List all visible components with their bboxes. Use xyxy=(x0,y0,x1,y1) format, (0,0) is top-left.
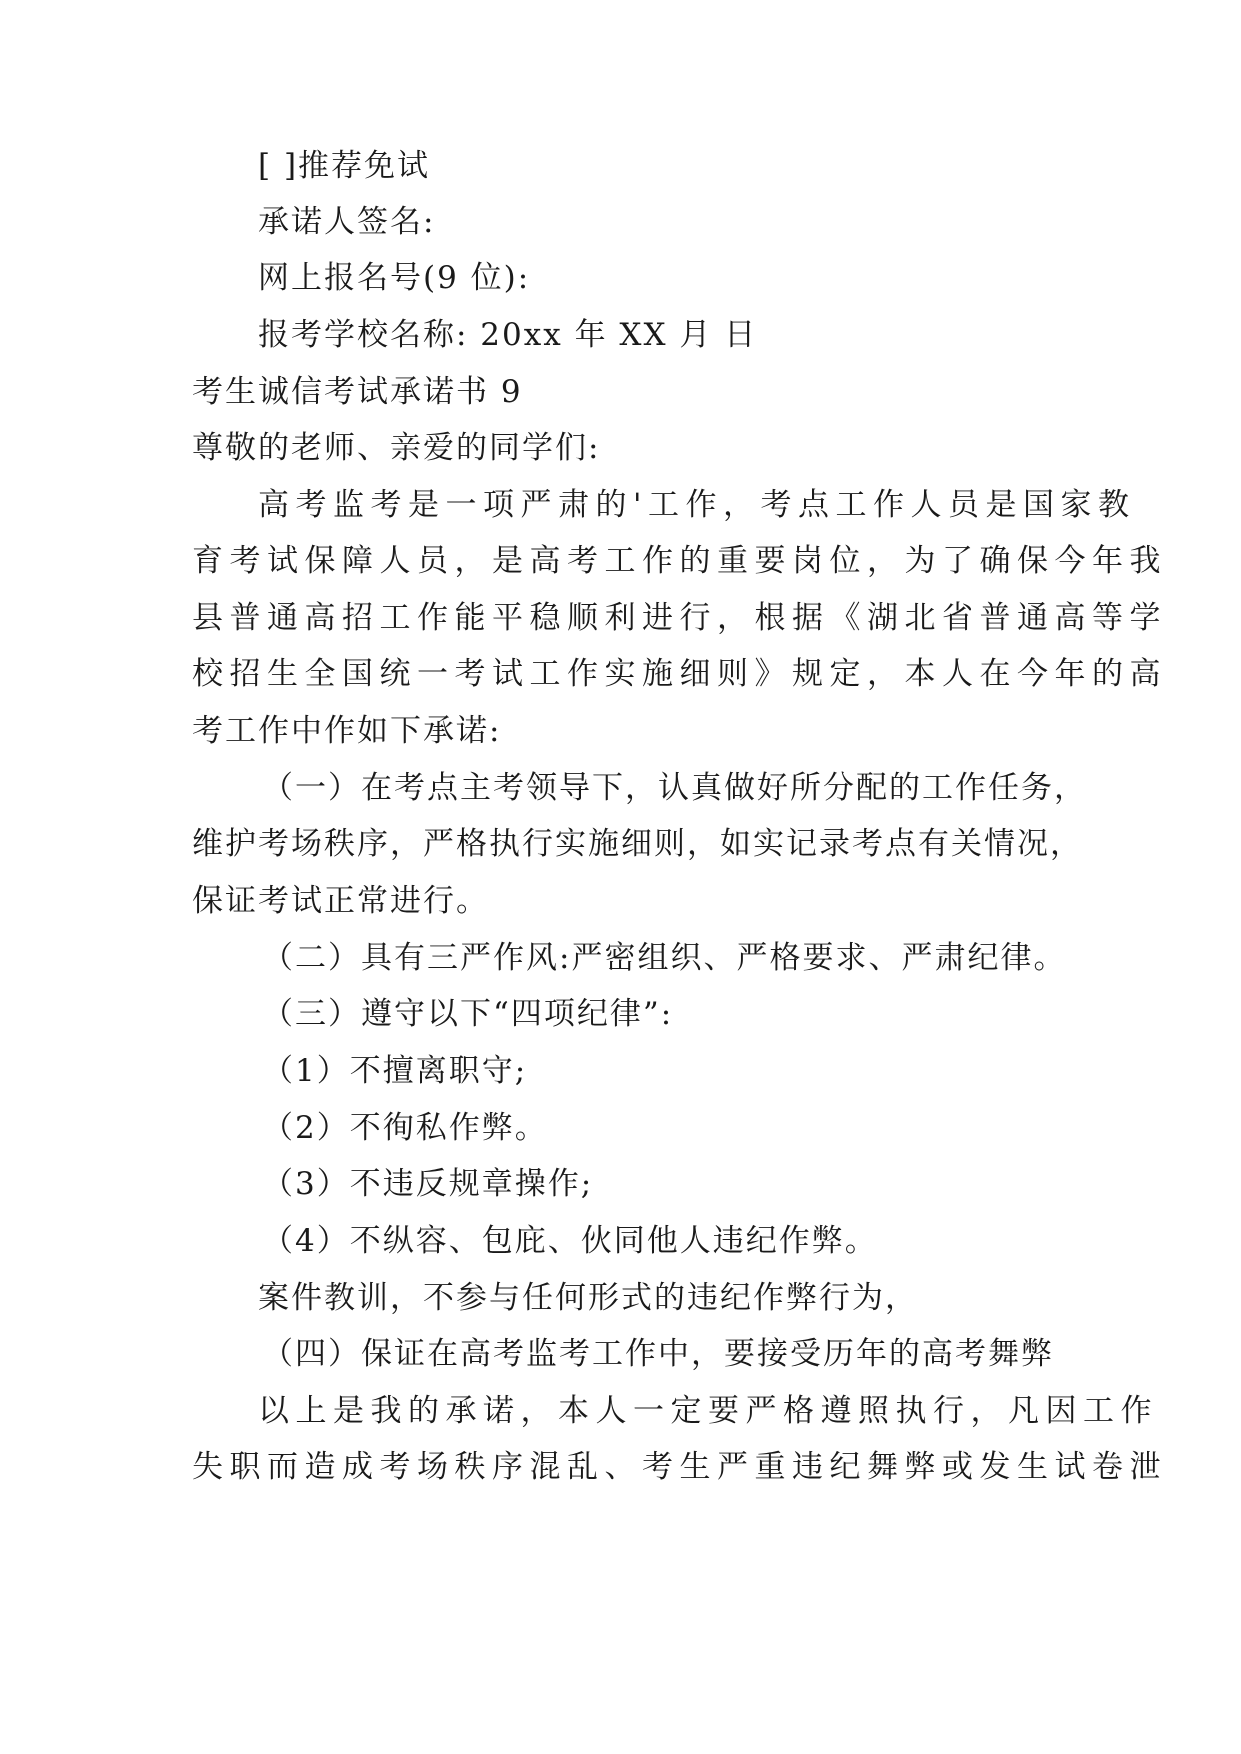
item-one-line: 维护考场秩序，严格执行实施细则，如实记录考点有关情况， xyxy=(192,826,1083,862)
salutation: 尊敬的老师、亲爱的同学们: xyxy=(192,430,601,466)
signature-line: 承诺人签名: xyxy=(258,204,436,240)
intro-line: 县普通高招工作能平稳顺利进行，根据《湖北省普通高等学 xyxy=(192,600,1167,636)
item-four: （四）保证在高考监考工作中，要接受历年的高考舞弊 xyxy=(262,1336,1054,1372)
intro-line: 校招生全国统一考试工作实施细则》规定，本人在今年的高 xyxy=(192,656,1167,692)
exempt-checkbox-line: [ ]推荐免试 xyxy=(258,148,431,184)
rule-item: （1）不擅离职守; xyxy=(262,1053,528,1089)
item-one-line: 保证考试正常进行。 xyxy=(192,883,489,919)
rule-item: （4）不纵容、包庇、伙同他人违纪作弊。 xyxy=(262,1223,878,1259)
document-title: 考生诚信考试承诺书 9 xyxy=(192,374,523,410)
item-one-line: （一）在考点主考领导下，认真做好所分配的工作任务， xyxy=(262,770,1087,806)
item-three: （三）遵守以下“四项纪律”: xyxy=(262,996,674,1032)
intro-line: 高考监考是一项严肃的'工作，考点工作人员是国家教 xyxy=(258,487,1136,523)
item-two: （二）具有三严作风:严密组织、严格要求、严肃纪律。 xyxy=(262,940,1067,976)
closing-line: 失职而造成考场秩序混乱、考生严重违纪舞弊或发生试卷泄 xyxy=(192,1449,1167,1485)
rule-item: （3）不违反规章操作; xyxy=(262,1166,594,1202)
intro-line: 考工作中作如下承诺: xyxy=(192,713,502,749)
registration-number-line: 网上报名号(9 位): xyxy=(258,260,531,296)
case-lesson-line: 案件教训，不参与任何形式的违纪作弊行为， xyxy=(258,1280,918,1316)
intro-line: 育考试保障人员，是高考工作的重要岗位，为了确保今年我 xyxy=(192,543,1167,579)
school-date-line: 报考学校名称: 20xx 年 XX 月 日 xyxy=(258,317,758,353)
rule-item: （2）不徇私作弊。 xyxy=(262,1110,548,1146)
closing-line: 以上是我的承诺，本人一定要严格遵照执行，凡因工作 xyxy=(258,1393,1158,1429)
